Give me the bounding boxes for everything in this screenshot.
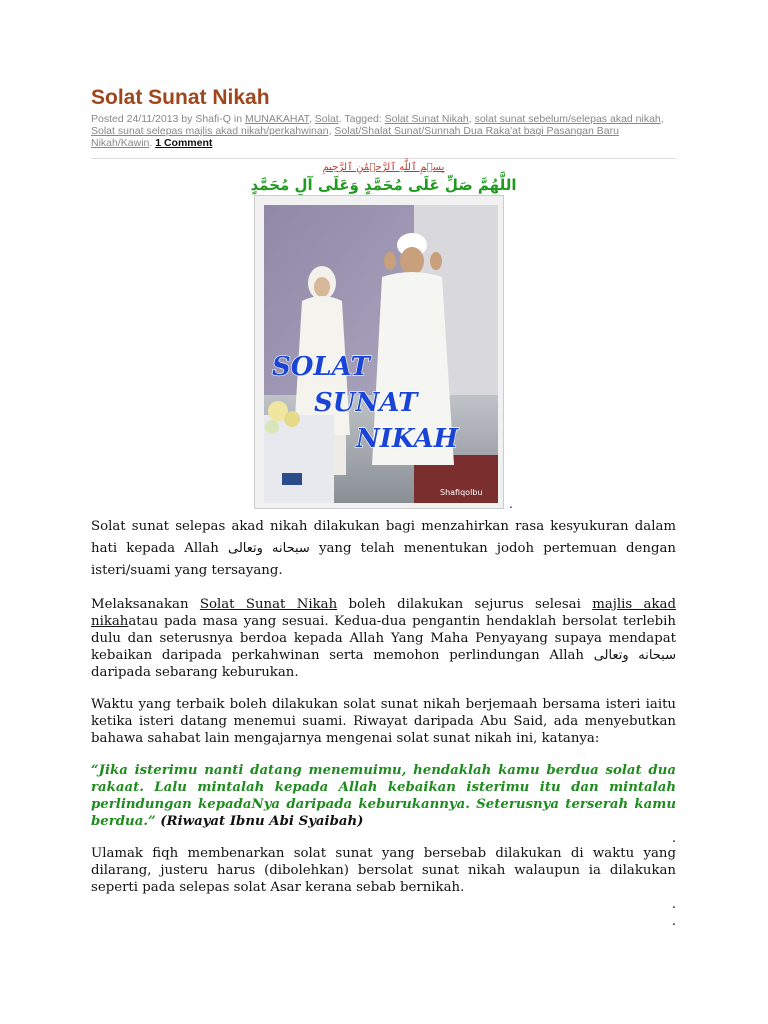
post-figure <box>91 195 676 513</box>
arabic-phrase: سبحانه وتعالى <box>593 648 676 663</box>
meta-in-label: in <box>230 113 245 125</box>
separator-dot: . <box>671 831 676 846</box>
meta-tagged-label: . Tagged: <box>338 113 385 125</box>
paragraph-execution <box>91 596 676 681</box>
inline-link-solat-sunat-nikah[interactable]: Solat Sunat Nikah <box>199 597 338 612</box>
meta-separator: , <box>308 113 315 125</box>
post-image[interactable] <box>254 195 504 509</box>
paragraph-text: yang telah menentukan jodoh pertemuan dengan isteri/suami yang tersayang. <box>91 541 676 578</box>
overlay-line-solat: SOLAT <box>272 352 370 382</box>
meta-separator: , <box>328 125 335 137</box>
paragraph-text: atau pada masa yang sesuai. Kedua-dua pengantin hendaklah bersolat terlebih dulu dan seterusnya berdoa kepada Allah Yang Maha Penyayang supaya mendapat kebaikan daripada perkahwinan serta memohon perlindungan Allah <box>91 614 676 663</box>
category-link-solat[interactable]: Solat <box>314 113 339 125</box>
inline-link-majlis-akad-nikah[interactable]: majlis akad nikah <box>91 597 676 629</box>
arabic-phrase: سبحانه وتعالى <box>228 541 310 556</box>
paragraph-text: daripada sebarang keburukan. <box>91 665 299 680</box>
figure-dot: . <box>509 497 513 511</box>
paragraph-best-time: Waktu yang terbaik boleh dilakukan solat sunat nikah berjemaah bersama isteri iaitu ketika isteri datang menemui suami. Riwayat daripada Abu Said, ada menyebutkan bahawa sahabat lain mengajarnya mengenai solat sunat nikah ini, katanya: <box>91 697 676 746</box>
hadith-quote <box>91 762 676 830</box>
paragraph-text: Melaksanakan <box>91 597 200 612</box>
quote-text: “Jika isterimu nanti datang menemuimu, hendaklah kamu berdua solat dua rakaat. Lalu mintalah kepada Allah kebaikan isterimu itu dan mintalah perlindungan kepadaNya daripada keburukannya. Seterusnya terserah kamu berdua.” <box>91 763 676 829</box>
meta-by-label: by <box>178 113 196 125</box>
meta-date: 24/11/2013 <box>126 113 179 125</box>
overlay-line-sunat: SUNAT <box>314 388 418 418</box>
tag-link-sebelum-selepas-akad[interactable]: solat sunat sebelum/selepas akad nikah <box>474 113 661 125</box>
basmala-heading: بِسۡمِ ٱللَّهِ ٱلرَّحۡمَٰنِ ٱلرَّحِيمِ <box>322 162 445 173</box>
meta-separator: , <box>660 113 664 125</box>
separator-dot: . <box>671 914 676 929</box>
category-link-munakahat[interactable]: MUNAKAHAT <box>244 113 309 125</box>
quote-source: (Riwayat Ibnu Abi Syaibah) <box>155 814 364 829</box>
overlay-line-nikah: NIKAH <box>356 424 459 454</box>
meta-separator: , <box>468 113 475 125</box>
paragraph-intro <box>91 516 676 582</box>
tag-link-dua-rakaat[interactable]: Solat/Shalat Sunat/Sunnah Dua Raka'at bagi Pasangan Baru Nikah/Kawin <box>91 125 619 149</box>
separator-dot: . <box>671 897 676 912</box>
divider <box>91 158 676 159</box>
tag-link-solat-sunat-nikah[interactable]: Solat Sunat Nikah <box>384 113 469 125</box>
salawat-heading: اللَّهُمَّ صَلِّ عَلَى مُحَمَّدٍ وَعَلَى آلِ مُحَمَّدٍ <box>250 176 517 194</box>
paragraph-text: boleh dilakukan sejurus selesai <box>337 597 593 612</box>
post <box>91 86 676 930</box>
tag-link-selepas-majlis[interactable]: Solat sunat selepas majlis akad nikah/perkahwinan <box>91 125 329 137</box>
meta-separator: . <box>149 137 156 149</box>
image-overlay-text <box>264 205 498 503</box>
meta-author: Shafi-Q <box>195 113 231 125</box>
paragraph-text: Solat sunat selepas akad nikah dilakukan bagi menzahirkan rasa kesyukuran dalam hati kepada Allah <box>91 519 676 556</box>
comments-link[interactable]: 1 Comment <box>155 137 213 149</box>
post-meta <box>91 113 676 149</box>
meta-posted-label: Posted <box>91 113 127 125</box>
image-watermark: Shafiqolbu <box>440 488 483 497</box>
paragraph-ulamak: Ulamak fiqh membenarkan solat sunat yang bersebab dilakukan di waktu yang dilarang, justeru harus (dibolehkan) bersolat sunat nikah walaupun ia dilakukan seperti pada selepas solat Asar kerana sebab bernikah. <box>91 846 676 895</box>
post-title[interactable]: Solat Sunat Nikah <box>91 86 270 109</box>
